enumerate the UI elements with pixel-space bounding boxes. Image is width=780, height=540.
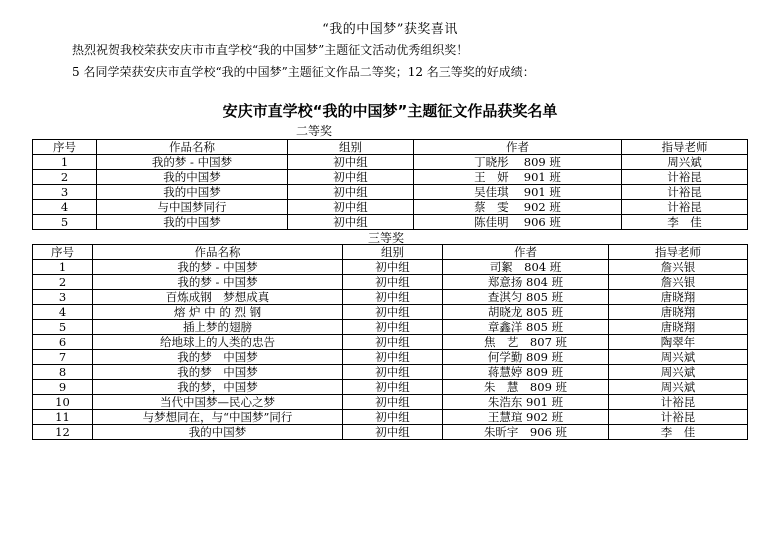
cell-index: 5	[33, 215, 97, 230]
table-row	[33, 290, 748, 305]
cell-index: 7	[33, 350, 93, 365]
cell-teacher: 计裕昆	[609, 395, 748, 410]
cell-group: 初中组	[288, 215, 414, 230]
cell-index: 11	[33, 410, 93, 425]
cell-author: 王 妍 901 班	[414, 170, 622, 185]
cell-title: 我的梦 - 中国梦	[97, 155, 288, 170]
cell-group: 初中组	[343, 425, 443, 440]
cell-teacher: 周兴斌	[609, 350, 748, 365]
table-row	[33, 185, 748, 200]
cell-index: 3	[33, 290, 93, 305]
column-header: 指导老师	[609, 245, 748, 260]
cell-teacher: 计裕昆	[622, 170, 748, 185]
column-header: 指导老师	[622, 140, 748, 155]
table-row	[33, 395, 748, 410]
cell-group: 初中组	[288, 200, 414, 215]
table-row	[33, 170, 748, 185]
cell-index: 12	[33, 425, 93, 440]
cell-teacher: 计裕昆	[609, 410, 748, 425]
cell-teacher: 陶翠年	[609, 335, 748, 350]
cell-teacher: 唐晓翔	[609, 305, 748, 320]
cell-group: 初中组	[343, 395, 443, 410]
cell-teacher: 詹兴银	[609, 260, 748, 275]
cell-teacher: 唐晓翔	[609, 320, 748, 335]
cell-title: 我的梦，中国梦	[93, 380, 343, 395]
cell-group: 初中组	[343, 350, 443, 365]
cell-teacher: 李 佳	[609, 425, 748, 440]
cell-teacher: 计裕昆	[622, 185, 748, 200]
cell-teacher: 李 佳	[622, 215, 748, 230]
cell-title: 与中国梦同行	[97, 200, 288, 215]
cell-group: 初中组	[343, 260, 443, 275]
cell-author: 丁晓彤 809 班	[414, 155, 622, 170]
cell-group: 初中组	[288, 155, 414, 170]
cell-teacher: 周兴斌	[609, 365, 748, 380]
cell-author: 蔡 雯 902 班	[414, 200, 622, 215]
table-row	[33, 335, 748, 350]
third-prize-table	[32, 244, 748, 440]
cell-author: 郑意扬 804 班	[443, 275, 609, 290]
cell-index: 1	[33, 155, 97, 170]
list-heading: 安庆市直学校“我的中国梦”主题征文作品获奖名单	[222, 102, 558, 120]
second-prize-label: 二等奖	[296, 124, 333, 138]
cell-title: 我的梦 - 中国梦	[93, 275, 343, 290]
cell-index: 8	[33, 365, 93, 380]
table-row	[33, 380, 748, 395]
column-header: 作品名称	[97, 140, 288, 155]
table-header-row	[33, 140, 748, 155]
column-header: 作品名称	[93, 245, 343, 260]
cell-author: 焦 艺 807 班	[443, 335, 609, 350]
cell-group: 初中组	[343, 275, 443, 290]
cell-group: 初中组	[343, 380, 443, 395]
cell-teacher: 周兴斌	[609, 380, 748, 395]
cell-title: 插上梦的翅膀	[93, 320, 343, 335]
cell-title: 我的梦 - 中国梦	[93, 260, 343, 275]
table-row	[33, 305, 748, 320]
cell-author: 朱 慧 809 班	[443, 380, 609, 395]
table-row	[33, 275, 748, 290]
column-header: 组别	[288, 140, 414, 155]
cell-teacher: 詹兴银	[609, 275, 748, 290]
cell-group: 初中组	[343, 305, 443, 320]
intro-paragraph-2: 5 名同学荣获安庆市直学校“我的中国梦”主题征文作品二等奖；12 名三等奖的好成绩：	[72, 65, 535, 79]
cell-title: 我的中国梦	[97, 215, 288, 230]
column-header: 作者	[414, 140, 622, 155]
cell-author: 朱昕宇 906 班	[443, 425, 609, 440]
cell-author: 何学勤 809 班	[443, 350, 609, 365]
cell-group: 初中组	[288, 170, 414, 185]
cell-author: 胡晓龙 805 班	[443, 305, 609, 320]
cell-title: 我的中国梦	[97, 170, 288, 185]
cell-index: 9	[33, 380, 93, 395]
cell-author: 蒋慧婷 809 班	[443, 365, 609, 380]
column-header: 组别	[343, 245, 443, 260]
cell-index: 10	[33, 395, 93, 410]
table-row	[33, 155, 748, 170]
cell-author: 查淇匀 805 班	[443, 290, 609, 305]
cell-index: 4	[33, 200, 97, 215]
cell-author: 王慧瑄 902 班	[443, 410, 609, 425]
table-row	[33, 215, 748, 230]
table-row	[33, 320, 748, 335]
table-row	[33, 260, 748, 275]
table-row	[33, 410, 748, 425]
column-header: 序号	[33, 140, 97, 155]
cell-title: 百炼成钢 梦想成真	[93, 290, 343, 305]
column-header: 序号	[33, 245, 93, 260]
second-prize-table	[32, 139, 748, 230]
cell-teacher: 计裕昆	[622, 200, 748, 215]
cell-index: 1	[33, 260, 93, 275]
cell-author: 章鑫洋 805 班	[443, 320, 609, 335]
cell-index: 5	[33, 320, 93, 335]
cell-index: 6	[33, 335, 93, 350]
cell-title: 给地球上的人类的忠告	[93, 335, 343, 350]
cell-title: 我的梦 中国梦	[93, 365, 343, 380]
cell-title: 当代中国梦—民心之梦	[93, 395, 343, 410]
intro-paragraph-1: 热烈祝贺我校荣获安庆市市直学校“我的中国梦”主题征文活动优秀组织奖！	[72, 43, 469, 57]
cell-group: 初中组	[343, 410, 443, 425]
cell-author: 吴佳琪 901 班	[414, 185, 622, 200]
cell-title: 与梦想同在，与“中国梦”同行	[93, 410, 343, 425]
cell-title: 我的中国梦	[97, 185, 288, 200]
table-row	[33, 200, 748, 215]
cell-group: 初中组	[343, 335, 443, 350]
cell-title: 熔 炉 中 的 烈 钢	[93, 305, 343, 320]
cell-group: 初中组	[343, 320, 443, 335]
cell-author: 司絮 804 班	[443, 260, 609, 275]
cell-author: 朱浩东 901 班	[443, 395, 609, 410]
table-header-row	[33, 245, 748, 260]
third-prize-label: 三等奖	[368, 231, 405, 245]
column-header: 作者	[443, 245, 609, 260]
cell-index: 4	[33, 305, 93, 320]
cell-author: 陈佳明 906 班	[414, 215, 622, 230]
table-row	[33, 425, 748, 440]
table-row	[33, 350, 748, 365]
document-title: “我的中国梦”获奖喜讯	[322, 22, 458, 37]
table-row	[33, 365, 748, 380]
cell-group: 初中组	[343, 365, 443, 380]
cell-title: 我的梦 中国梦	[93, 350, 343, 365]
cell-group: 初中组	[288, 185, 414, 200]
cell-title: 我的中国梦	[93, 425, 343, 440]
cell-index: 3	[33, 185, 97, 200]
cell-teacher: 唐晓翔	[609, 290, 748, 305]
cell-group: 初中组	[343, 290, 443, 305]
cell-index: 2	[33, 170, 97, 185]
cell-index: 2	[33, 275, 93, 290]
cell-teacher: 周兴斌	[622, 155, 748, 170]
